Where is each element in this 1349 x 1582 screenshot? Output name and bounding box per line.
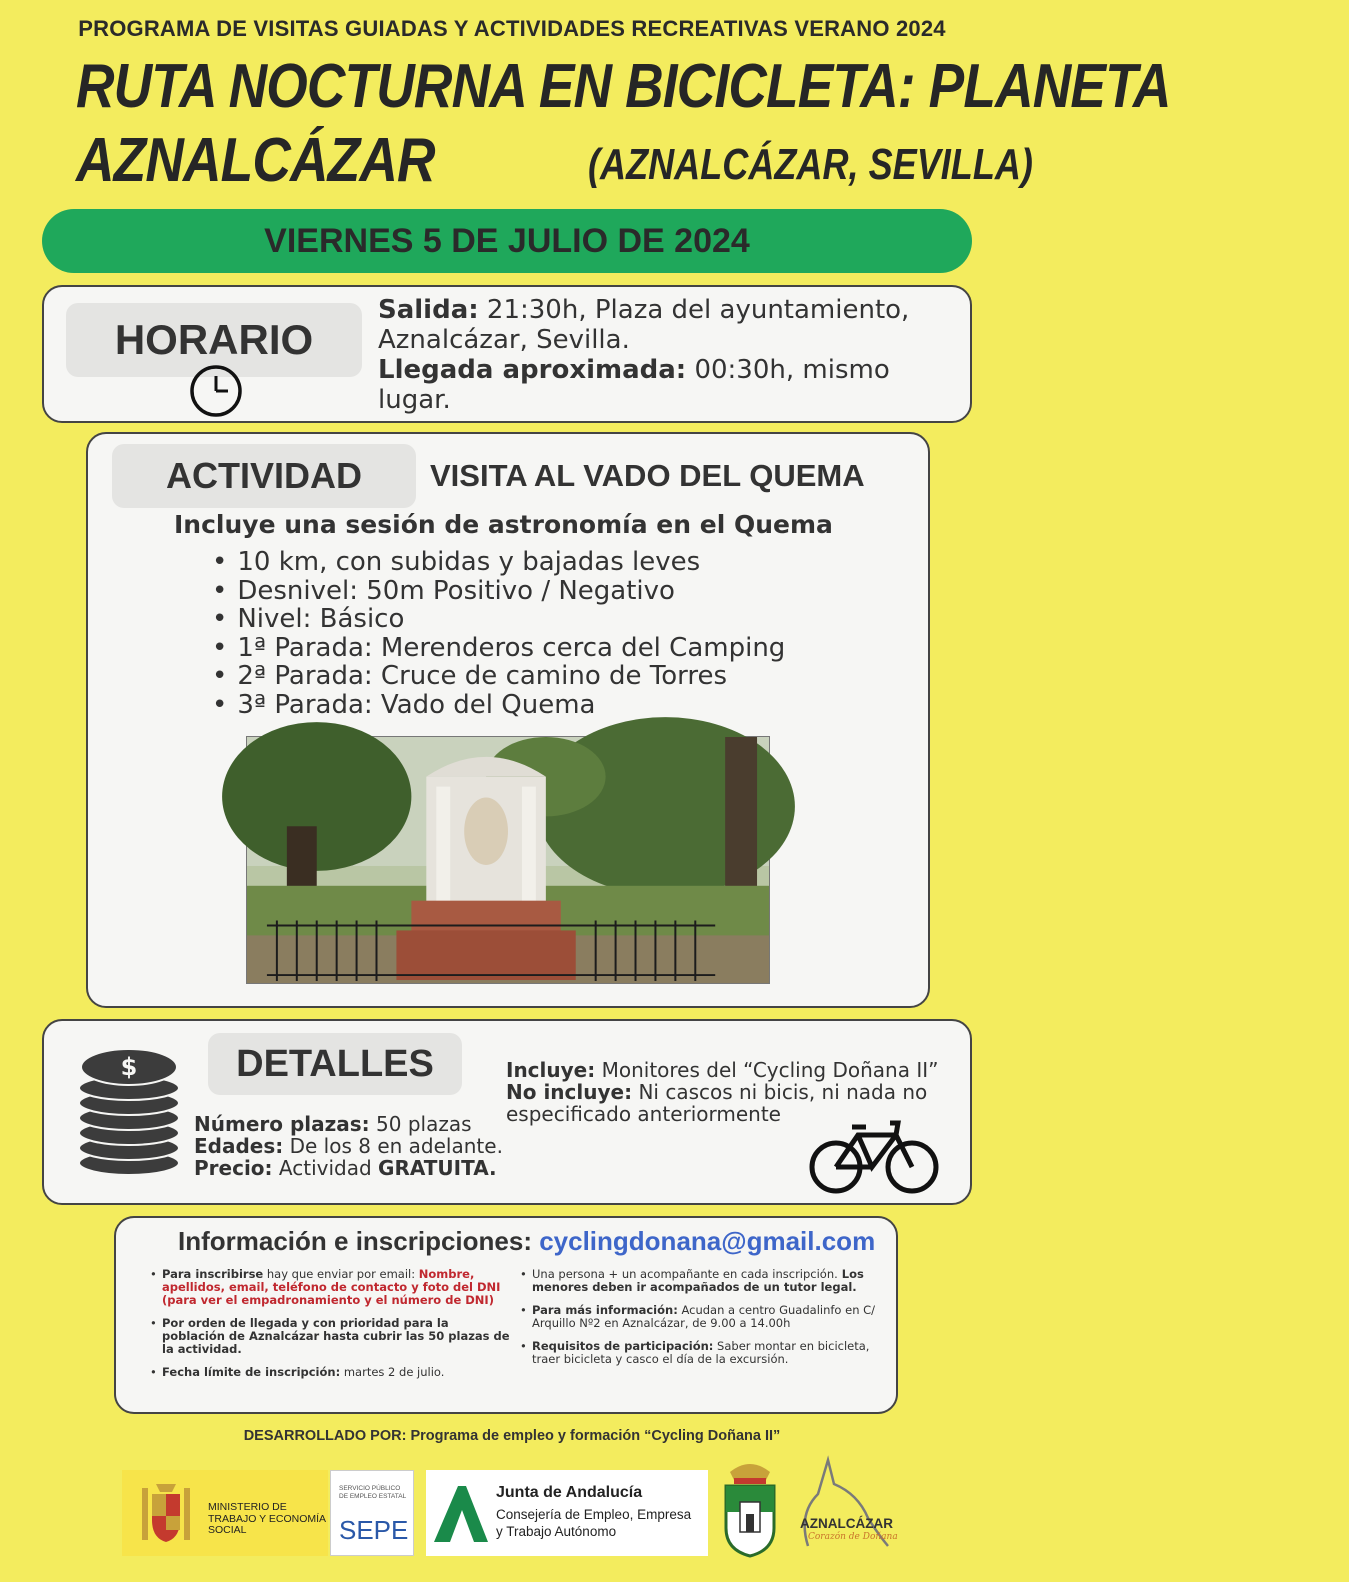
info-card [114, 1216, 898, 1414]
heron-outline-icon [788, 1454, 904, 1558]
ministerio-logo [122, 1470, 328, 1556]
actividad-title: VISITA AL VADO DEL QUEMA [430, 458, 865, 493]
sepe-small-text: SERVICIO PÚBLICO DE EMPLEO ESTATAL [339, 1485, 407, 1500]
item-text: Saber montar en bicicleta, traer bicicleta y casco el día de la excursión. [532, 1339, 870, 1366]
salida-label: Salida: [378, 295, 479, 325]
title-line-1: RUTA NOCTURNA EN BICICLETA: PLANETA [76, 52, 1171, 121]
llegada-label: Llegada aproximada: [378, 355, 687, 385]
item-text: Acudan a centro Guadalinfo en C/ Arquillo Nº2 en Aznalcázar, de 9.00 a 14.00h [532, 1303, 876, 1330]
salida-text: 21:30h, Plaza del ayuntamiento, Aznalcázar, Sevilla. [378, 295, 910, 355]
list-item [520, 1304, 884, 1330]
junta-sub-line-2: y Trabajo Autónomo [496, 1524, 617, 1539]
item-bold: Por orden de llegada y con prioridad para la población de Aznalcázar hasta cubrir las 50 plazas de la actividad. [162, 1316, 510, 1356]
developed-label: DESARROLLADO POR: [243, 1428, 407, 1444]
junta-logo [426, 1470, 708, 1556]
incluye-text: Monitores del “Cycling Doñana II” [595, 1058, 939, 1082]
horario-tag: HORARIO [66, 303, 362, 377]
plazas-text: 50 plazas [369, 1112, 472, 1136]
info-left-column [150, 1268, 510, 1389]
list-item: • 2ª Parada: Cruce de camino de Torres [212, 662, 785, 691]
contact-email-link[interactable]: cyclingdonana@gmail.com [539, 1226, 876, 1256]
location-label: (AZNALCÁZAR, SEVILLA) [588, 140, 1033, 189]
list-item [520, 1268, 884, 1294]
incluye-label: Incluye: [506, 1058, 596, 1082]
item-required-fields: Nombre, apellidos, email, teléfono de contacto y foto del DNI (para ver el empadronamiento y el número de DNI) [162, 1267, 501, 1307]
actividad-list [212, 548, 785, 719]
clock-icon [188, 363, 244, 419]
aznalcazar-slogan: Corazón de Doñana [808, 1532, 898, 1542]
vado-del-quema-photo [246, 736, 770, 984]
list-item [150, 1366, 510, 1379]
noincluye-label: No incluye: [506, 1080, 633, 1104]
horario-info [378, 295, 958, 415]
llegada-text: 00:30h, mismo lugar. [378, 355, 890, 415]
aznalcazar-shield-icon [720, 1452, 780, 1560]
list-item [520, 1340, 884, 1366]
horario-card [42, 285, 972, 423]
edades-label: Edades: [194, 1134, 284, 1158]
precio-value: GRATUITA. [378, 1156, 497, 1180]
junta-sub-line-1: Consejería de Empleo, Empresa [496, 1507, 692, 1522]
item-bold: Fecha límite de inscripción: [162, 1365, 341, 1379]
plazas-label: Número plazas: [194, 1112, 370, 1136]
detalles-tag: DETALLES [208, 1033, 462, 1095]
detalles-left [194, 1113, 503, 1179]
aznalcazar-corazon-logo [788, 1454, 904, 1558]
aznalcazar-name: AZNALCÁZAR [800, 1516, 893, 1531]
junta-subtitle [496, 1506, 691, 1540]
list-item [150, 1268, 510, 1307]
precio-label: Precio: [194, 1156, 273, 1180]
sepe-big-text: SEPE [339, 1515, 409, 1545]
actividad-subtitle: Incluye una sesión de astronomía en el Quema [174, 510, 833, 539]
actividad-tag: ACTIVIDAD [112, 444, 416, 508]
item-text: hay que enviar por email: [263, 1267, 419, 1281]
detalles-card [42, 1019, 972, 1205]
coins-icon [76, 1045, 182, 1177]
actividad-card [86, 432, 930, 1008]
program-header: PROGRAMA DE VISITAS GUIADAS Y ACTIVIDADES RECREATIVAS VERANO 2024 [78, 16, 946, 41]
list-item: • Desnivel: 50m Positivo / Negativo [212, 577, 785, 606]
item-text: martes 2 de julio. [340, 1365, 445, 1379]
item-text: Una persona + un acompañante en cada inscripción. [532, 1267, 838, 1281]
junta-title: Junta de Andalucía [496, 1484, 643, 1501]
title-line-2: AZNALCÁZAR [76, 126, 435, 195]
item-bold: Para más información: [532, 1303, 678, 1317]
info-header [178, 1226, 875, 1257]
list-item: • Nivel: Básico [212, 605, 785, 634]
developed-by [0, 1428, 1024, 1444]
date-text: VIERNES 5 DE JULIO DE 2024 [264, 221, 750, 260]
bicycle-icon [806, 1115, 942, 1195]
list-item [150, 1317, 510, 1356]
item-bold: Requisitos de participación: [532, 1339, 714, 1353]
edades-text: De los 8 en adelante. [283, 1134, 503, 1158]
item-bold: Para inscribirse [162, 1267, 264, 1281]
ministerio-text: MINISTERIO DE TRABAJO Y ECONOMÍA SOCIAL [208, 1501, 326, 1536]
list-item: • 3ª Parada: Vado del Quema [212, 691, 785, 720]
list-item: • 1ª Parada: Merenderos cerca del Camping [212, 634, 785, 663]
info-head-label: Información e inscripciones: [178, 1226, 540, 1256]
developed-text: Programa de empleo y formación “Cycling Doñana II” [406, 1428, 781, 1444]
date-banner [42, 209, 972, 273]
noincluye-text: Ni cascos ni bicis, ni nada no especificado anteriormente [506, 1080, 928, 1126]
info-right-column [520, 1268, 884, 1376]
precio-text: Actividad [272, 1156, 379, 1180]
sepe-logo [330, 1470, 414, 1556]
junta-andalucia-icon [430, 1484, 492, 1544]
svg-text:$: $ [120, 1053, 138, 1081]
spain-coat-of-arms-icon [138, 1480, 194, 1546]
item-bold: Los menores deben ir acompañados de un tutor legal. [532, 1267, 864, 1294]
list-item: • 10 km, con subidas y bajadas leves [212, 548, 785, 577]
